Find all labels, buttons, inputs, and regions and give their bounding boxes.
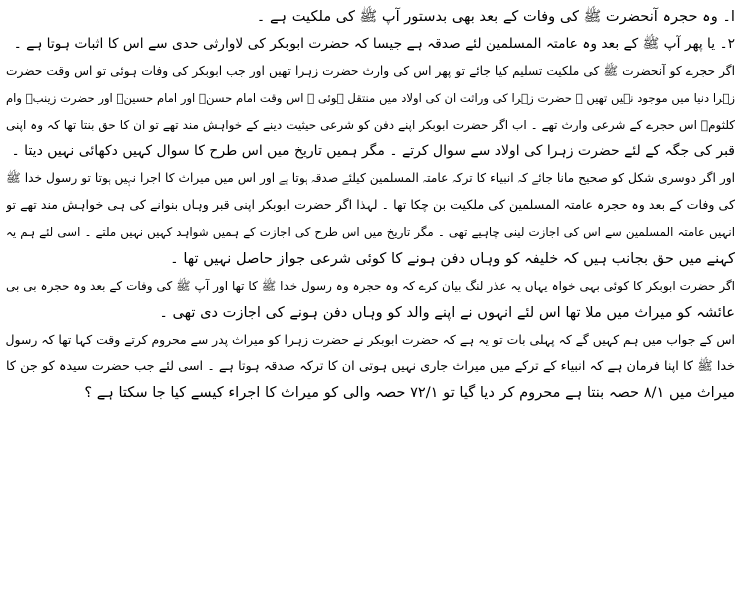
text-line: عائشہ کو میراث میں ملا تھا اس لئے انہوں نے اپنے والد کو وہاں دفن ہونے کی اجازت دی تھی ۔ — [159, 303, 735, 321]
text-line: ۲۔ یا پھر آپ ﷺ کے بعد وہ عامتہ المسلمین لئے صدقہ ہے جیسا کہ حضرت ابوبکر کی لاوارثی حدی سے اس کا اثبات ہوتا ہے ۔ — [13, 35, 735, 52]
text-line: انہیں عامتہ المسلمین سے اس کی اجازت لینی چاہیے تھی ۔ مگر تاریخ میں اس طرح کی اجازت کے ہمیں شواہد کہیں نہیں ملتے ۔ اسی لئے ہم یہ — [6, 225, 735, 240]
text-line: خدا ﷺ کا اپنا فرمان ہے کہ انبیاء کے ترکے میں میراث جاری نہیں ہوتی ان کا ترکہ صدقہ ہوتا ہے ۔ اسی لئے جب حضرت سیدہ کو جن کا — [6, 358, 735, 374]
text-line: اس کے جواب میں ہم کہیں گے کہ پہلی بات تو یہ ہے کہ حضرت ابوبکر نے حضرت زہرا کو میراث پدر سے محروم کرتے وقت کہا تھا کہ رسول — [6, 331, 735, 347]
text-line: اگر حجرے کو آنحضرت ﷺ کی ملکیت تسلیم کیا جائے تو پھر اس کی وارث حضرت زہرا تھیں اور جب ابوبکر کی وفات ہوئی تو اس وقت حضرت — [6, 63, 735, 78]
text-line: کلثومؑ اس حجرے کے شرعی وارث تھے ۔ اب اگر حضرت ابوبکر اپنے دفن کو شرعی حیثیت دینے کے خواہش مند تھے تو ان کا حق بنتا تھا کہ وہ اپنی — [6, 117, 735, 132]
text-line: کی وفات کے بعد وہ حجرہ عامتہ المسلمین کی ملکیت بن چکا تھا ۔ لہذا اگر حضرت ابوبکر اپنی قبر وہاں بنوانے کی ہی خواہش مند تھے تو — [6, 197, 735, 213]
text-line: میراث میں ۸/۱ حصہ بنتا ہے محروم کر دیا گیا تو ۷۲/۱ حصہ والی کو میراث کا اجراء کیسے کیا جا سکتا ہے ؟ — [84, 384, 735, 402]
text-line: ا۔ وہ حجرہ آنحضرت ﷺ کی وفات کے بعد بھی بدستور آپ ﷺ کی ملکیت ہے ۔ — [256, 8, 735, 25]
text-line: اگر حضرت ابوبکر کا کوئی بہی خواہ یہاں یہ عذر لنگ بیان کرے کہ وہ حجرہ وہ رسول خدا ﷺ کا تھا اور آپ ﷺ کی وفات کے بعد وہ حجرہ بی بی — [6, 278, 735, 293]
text-line: کہنے میں حق بجانب ہیں کہ خلیفہ کو وہاں دفن ہونے کا کوئی شرعی جواز حاصل نہیں تھا ۔ — [170, 250, 735, 268]
text-line: قبر کی جگہ کے لئے حضرت زہرا کی اولاد سے سوال کرتے ۔ مگر ہمیں تاریخ میں اس طرح کا سوال کہیں دکھائی نہیں دیتا ۔ — [11, 143, 735, 160]
text-line: اور اگر دوسری شکل کو صحیح مانا جائے کہ انبیاء کا ترکہ عامتہ المسلمین کیلئے صدقہ ہوتا ہے اور اس میں میراث کا اجرا نہیں ہوتا تو رسول خدا ﷺ — [6, 171, 735, 186]
text-line: زہرا دنیا میں موجود نہیں تھیں ۔ حضرت زہرا کی وراثت ان کی اولاد میں منتقل ہوئی ۔ اس وقت امام حسنؑ اور امام حسینؑ اور حضرت زینبؑ وام — [6, 90, 735, 105]
